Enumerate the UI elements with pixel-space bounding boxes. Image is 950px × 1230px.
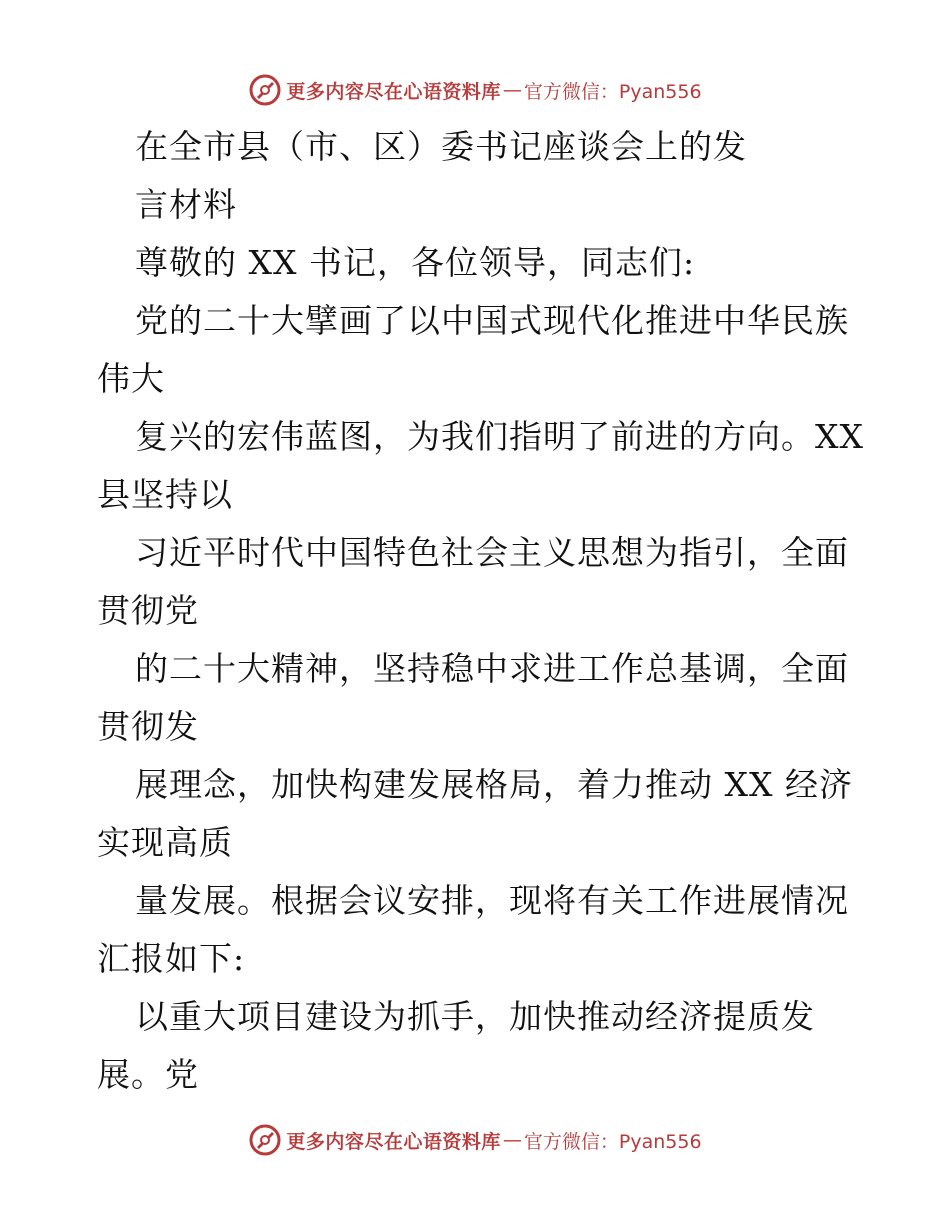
banner-contact: 官方微信：Pyan556 xyxy=(523,1130,702,1153)
banner-brand: 更多内容尽在心语资料库 xyxy=(286,1130,501,1153)
text-line: 的二十大精神，坚持稳中求进工作总基调，全面 xyxy=(135,649,849,688)
text-line: 县坚持以 xyxy=(97,475,233,514)
banner-separator: — xyxy=(502,1129,522,1151)
text-line: 在全市县（市、区）委书记座谈会上的发 xyxy=(135,127,747,166)
text-line: 汇报如下: xyxy=(97,939,246,978)
text-line: 贯彻党 xyxy=(97,591,199,630)
text-line: 习近平时代中国特色社会主义思想为指引，全面 xyxy=(135,533,849,572)
text-line: 尊敬的 XX 书记，各位领导，同志们: xyxy=(135,243,696,282)
banner-brand: 更多内容尽在心语资料库 xyxy=(286,80,501,103)
text-line: 伟大 xyxy=(97,359,165,398)
text-line: 以重大项目建设为抓手，加快推动经济提质发 xyxy=(135,997,815,1036)
quill-logo-icon xyxy=(248,1123,282,1157)
quill-logo-icon xyxy=(248,73,282,107)
banner-separator: — xyxy=(502,79,522,101)
text-line: 实现高质 xyxy=(97,823,233,862)
text-line: 言材料 xyxy=(135,185,237,224)
banner-contact: 官方微信：Pyan556 xyxy=(523,80,702,103)
footer-banner xyxy=(0,1120,950,1160)
header-banner xyxy=(0,70,950,110)
document-body xyxy=(97,118,864,1104)
text-line: 量发展。根据会议安排，现将有关工作进展情况 xyxy=(135,881,849,920)
text-line: 贯彻发 xyxy=(97,707,199,746)
text-line: 复兴的宏伟蓝图，为我们指明了前进的方向。XX xyxy=(135,417,864,456)
text-line: 展理念，加快构建发展格局，着力推动 XX 经济 xyxy=(135,765,853,804)
text-line: 党的二十大擘画了以中国式现代化推进中华民族 xyxy=(135,301,849,340)
text-line: 展。党 xyxy=(97,1055,199,1094)
